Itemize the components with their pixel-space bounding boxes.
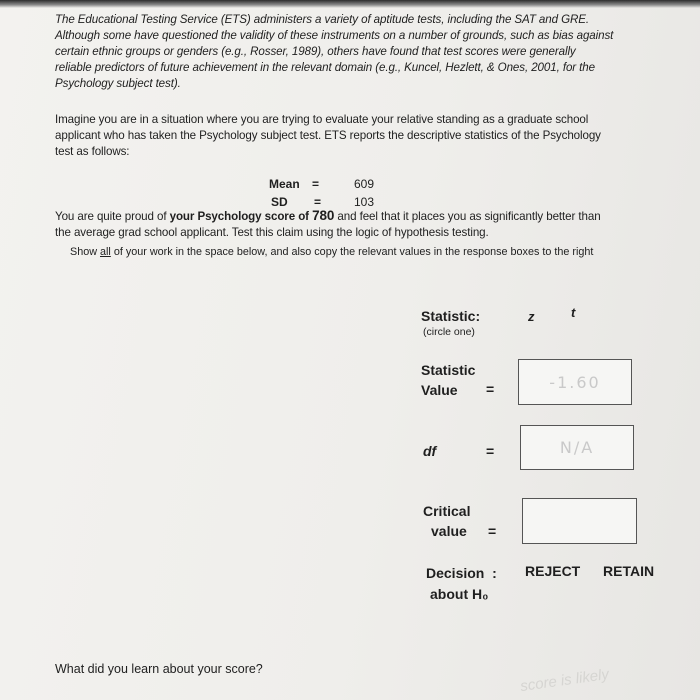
faint-handwriting: score is likely (519, 665, 610, 696)
instructions (70, 245, 630, 259)
option-z[interactable]: z (528, 309, 535, 324)
sd-equals: = (314, 195, 322, 209)
retain-option[interactable]: RETAIN (603, 563, 655, 579)
statistic-value-label-line1: Statistic (421, 362, 476, 378)
reject-option[interactable]: REJECT (525, 563, 581, 579)
instructions-underlined: all (100, 246, 111, 258)
circle-one-hint: (circle one) (423, 326, 475, 338)
critical-value-box[interactable] (522, 498, 637, 544)
sd-label: SD (271, 195, 288, 209)
page-top-shadow (0, 0, 700, 8)
instructions-pre: Show (70, 246, 101, 258)
option-t[interactable]: t (571, 305, 576, 320)
decision-label-line1: Decision : (426, 565, 497, 581)
claim-score: 780 (312, 208, 335, 223)
sd-value: 103 (354, 195, 375, 209)
df-box[interactable]: N/A (520, 425, 634, 470)
statistic-value-equals: = (486, 381, 495, 397)
df-equals: = (486, 443, 495, 459)
instructions-post: of your work in the space below, and also copy the relevant values in the response boxes to the right (110, 246, 594, 258)
critical-value-label-line2: value (431, 523, 467, 539)
df-label: df (423, 443, 437, 459)
mean-equals: = (312, 177, 320, 191)
mean-value: 609 (354, 177, 375, 191)
claim-part-2: your Psychology score of (169, 210, 313, 223)
decision-label-line2: about H₀ (430, 586, 489, 602)
claim-paragraph (55, 208, 615, 241)
reflection-question: What did you learn about your score? (55, 662, 263, 676)
claim-part-3: and feel that it places you as significantly better than the average grad school applicant. Test this claim using the logic of hypothesis testing. (55, 210, 601, 239)
statistic-value-box[interactable]: -1.60 (518, 359, 632, 405)
statistic-label: Statistic: (421, 308, 481, 324)
critical-value-equals: = (488, 523, 497, 539)
mean-label: Mean (269, 177, 300, 191)
scenario-paragraph: Imagine you are in a situation where you are trying to evaluate your relative standing as a graduate school applicant who has taken the Psychology subject test. ETS reports the descriptive statistics of the Psychology test as follows: (55, 113, 601, 158)
claim-part-1: You are quite proud of (55, 210, 170, 223)
statistic-value-label-line2: Value (421, 382, 458, 398)
critical-value-label-line1: Critical (423, 503, 471, 519)
intro-paragraph: The Educational Testing Service (ETS) administers a variety of aptitude tests, including the SAT and GRE. Although some have questioned the validity of these instruments on a number of grounds, such as bias against certain ethnic groups or genders (e.g., Rosser, 1989), others have found that test scores were generally reliable predictors of future achievement in the relevant domain (e.g., Kuncel, Hezlett, & Ones, 2001, for the Psychology subject test). (55, 13, 614, 90)
